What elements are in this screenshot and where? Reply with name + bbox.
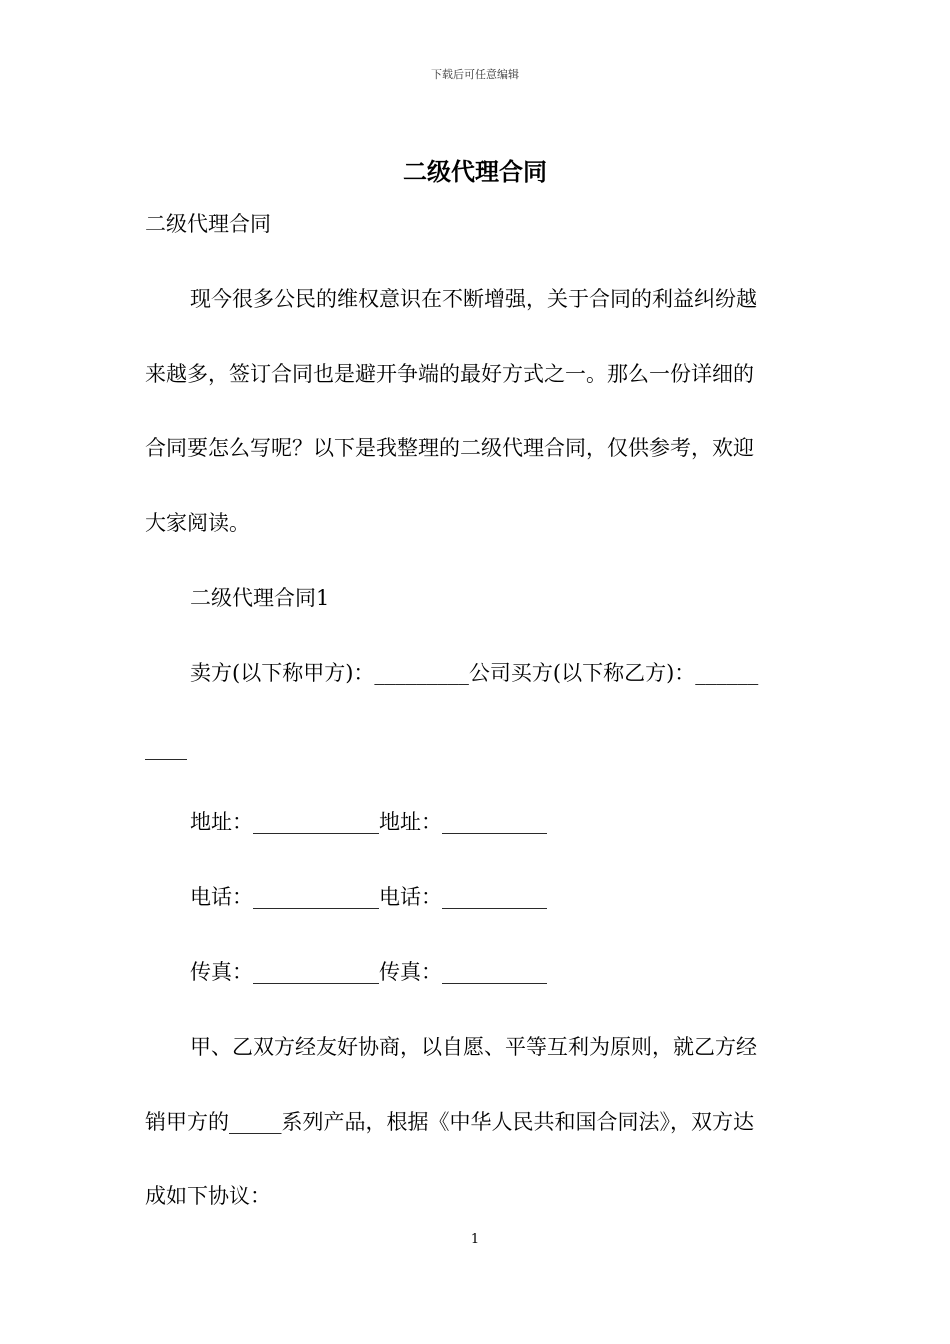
document-title: 二级代理合同 [403, 157, 547, 186]
parties-line-1: 卖方(以下称甲方)：_________公司买方(以下称乙方)：______ [190, 661, 759, 685]
intro-line-2: 来越多，签订合同也是避开争端的最好方式之一。那么一份详细的 [145, 362, 754, 386]
intro-line-1: 现今很多公民的维权意识在不断增强，关于合同的利益纠纷越 [190, 287, 757, 311]
subtitle-line: 二级代理合同 [145, 212, 271, 236]
page-header: 下载后可任意编辑 [431, 68, 519, 81]
intro-line-3: 合同要怎么写呢？以下是我整理的二级代理合同，仅供参考，欢迎 [145, 436, 754, 460]
fax-line: 传真：____________传真：__________ [190, 960, 547, 984]
page-number: 1 [470, 1232, 480, 1247]
agreement-line-3: 成如下协议： [145, 1184, 271, 1208]
phone-line: 电话：____________电话：__________ [190, 885, 547, 909]
parties-line-2: ____ [145, 736, 187, 760]
address-line: 地址：____________地址：__________ [190, 810, 547, 834]
agreement-line-2: 销甲方的_____系列产品，根据《中华人民共和国合同法》，双方达 [145, 1110, 754, 1134]
agreement-line-1: 甲、乙双方经友好协商，以自愿、平等互利为原则，就乙方经 [190, 1035, 757, 1059]
contract-heading: 二级代理合同1 [190, 586, 330, 610]
intro-line-4: 大家阅读。 [145, 511, 250, 535]
